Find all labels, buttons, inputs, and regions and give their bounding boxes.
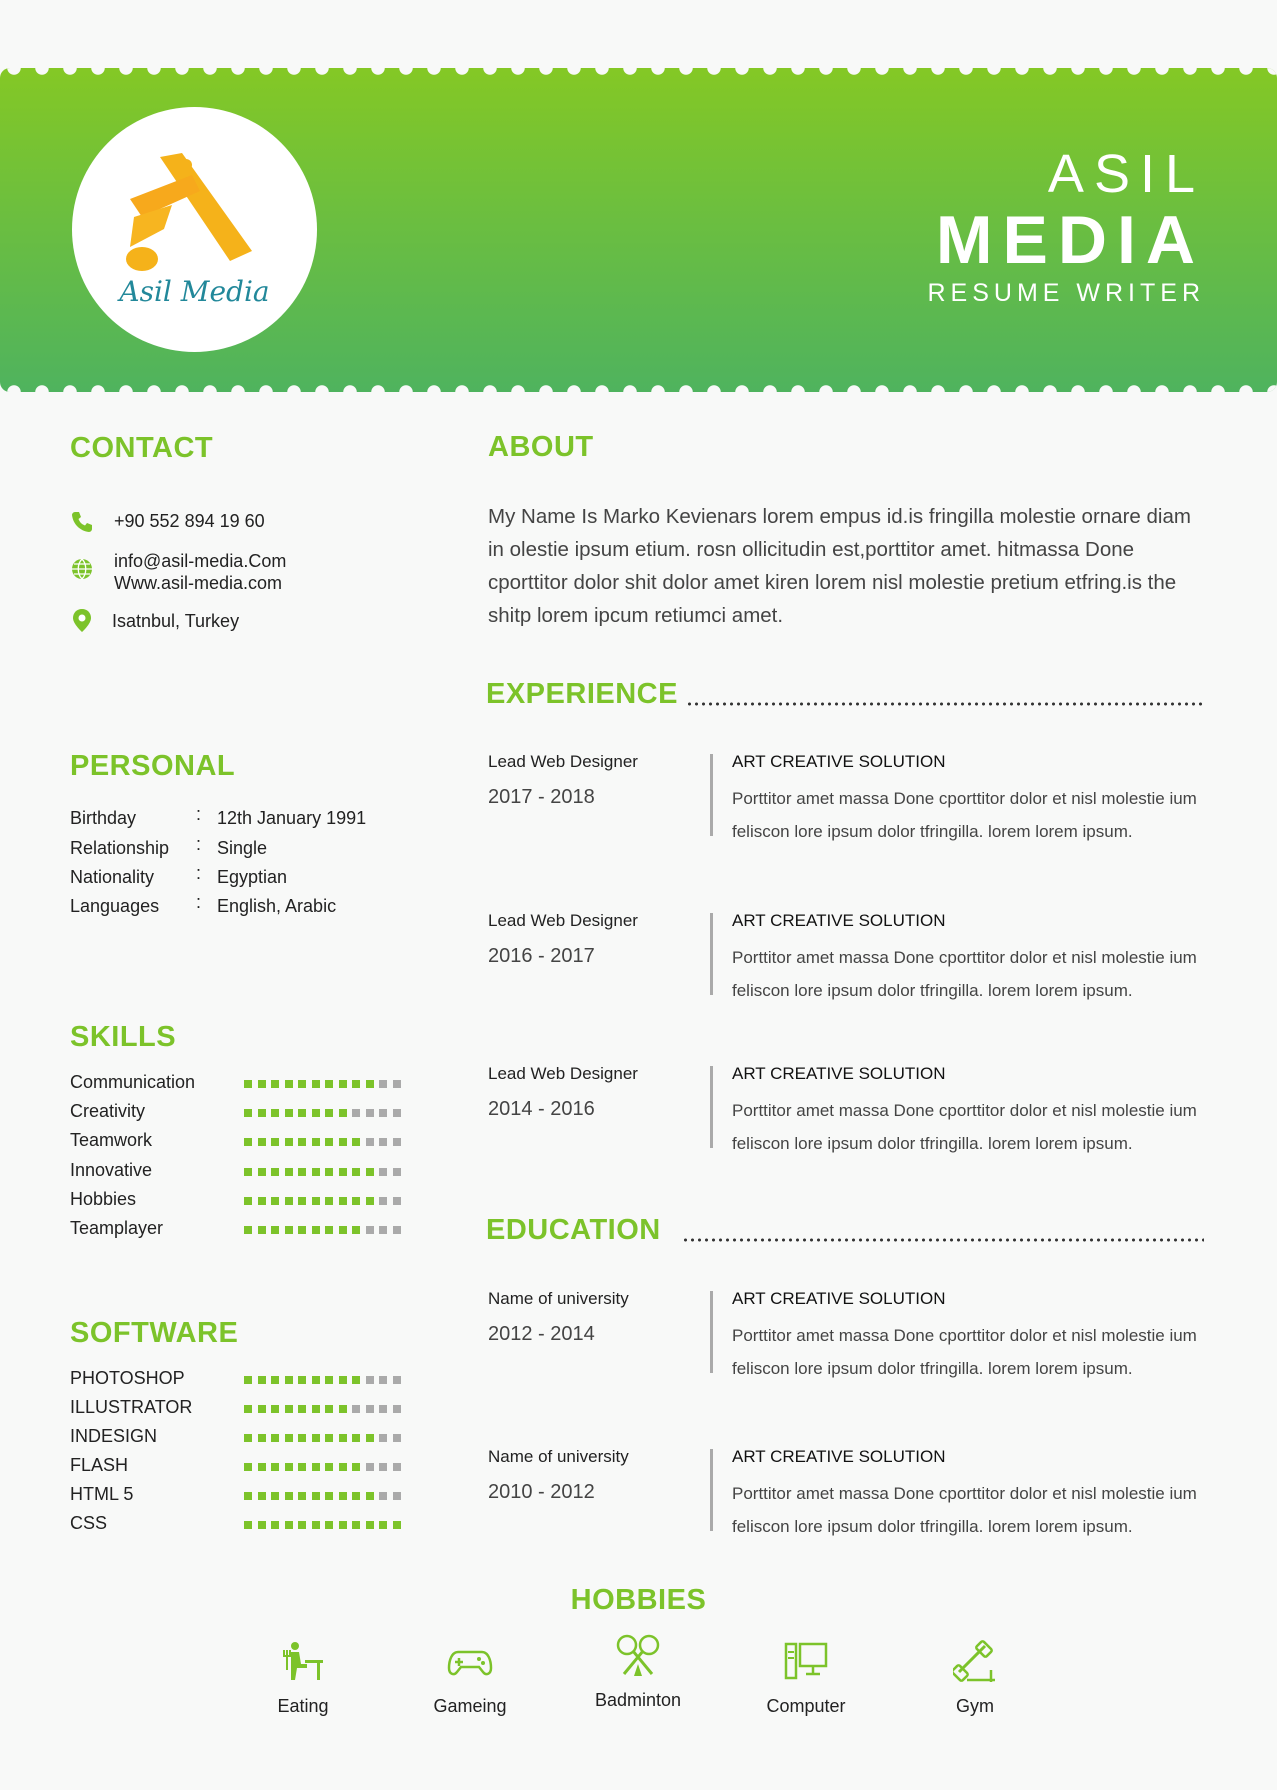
level-segment xyxy=(339,1226,347,1234)
software-level-bar xyxy=(244,1521,404,1529)
level-segment xyxy=(325,1463,333,1471)
level-segment xyxy=(258,1197,266,1205)
level-segment xyxy=(312,1376,320,1384)
personal-key: Relationship xyxy=(70,838,170,858)
level-segment xyxy=(379,1376,387,1384)
level-segment xyxy=(325,1376,333,1384)
personal-title: PERSONAL xyxy=(70,750,236,782)
level-segment xyxy=(298,1197,306,1205)
hobby-computer xyxy=(736,1640,876,1717)
level-segment xyxy=(366,1376,374,1384)
level-segment xyxy=(393,1080,401,1088)
level-segment xyxy=(352,1376,360,1384)
skills-label: Hobbies xyxy=(70,1188,137,1209)
personal-value: English, Arabic xyxy=(217,896,337,916)
software-row xyxy=(70,1368,410,1392)
logo-text: Asil Media xyxy=(119,275,270,308)
level-segment xyxy=(298,1521,306,1529)
level-segment xyxy=(258,1138,266,1146)
level-segment xyxy=(271,1521,279,1529)
logo-mark-icon xyxy=(120,147,270,277)
level-segment xyxy=(271,1138,279,1146)
level-segment xyxy=(325,1434,333,1442)
skills-level-bar xyxy=(244,1197,404,1205)
entry-years: 2010 - 2012 xyxy=(488,1481,595,1503)
level-segment xyxy=(258,1109,266,1117)
level-segment xyxy=(271,1226,279,1234)
entry-divider xyxy=(710,1066,713,1148)
level-segment xyxy=(298,1492,306,1500)
skills-level-bar xyxy=(244,1109,404,1117)
level-segment xyxy=(244,1197,252,1205)
education-title: EDUCATION xyxy=(486,1214,661,1246)
experience-divider xyxy=(686,702,1206,706)
header-notches-top xyxy=(0,68,1277,75)
personal-row-birthday xyxy=(70,804,410,836)
level-segment xyxy=(298,1109,306,1117)
level-segment xyxy=(285,1109,293,1117)
level-segment xyxy=(271,1080,279,1088)
level-segment xyxy=(366,1168,374,1176)
personal-row-relationship xyxy=(70,834,410,866)
level-segment xyxy=(393,1521,401,1529)
skills-label: Teamwork xyxy=(70,1130,153,1151)
skills-row xyxy=(70,1101,410,1125)
education-divider xyxy=(682,1238,1204,1242)
level-segment xyxy=(379,1109,387,1117)
software-row xyxy=(70,1484,410,1508)
level-segment xyxy=(258,1226,266,1234)
website-text: Www.asil-media.com xyxy=(114,573,283,593)
level-segment xyxy=(244,1492,252,1500)
entry-role: Name of university xyxy=(488,1289,629,1308)
level-segment xyxy=(366,1197,374,1205)
level-segment xyxy=(339,1405,347,1413)
personal-colon: : xyxy=(196,834,202,854)
level-segment xyxy=(258,1463,266,1471)
level-segment xyxy=(325,1080,333,1088)
level-segment xyxy=(258,1168,266,1176)
globe-icon xyxy=(70,557,94,581)
software-level-bar xyxy=(244,1492,404,1500)
level-segment xyxy=(285,1197,293,1205)
level-segment xyxy=(298,1226,306,1234)
level-segment xyxy=(271,1197,279,1205)
level-segment xyxy=(379,1080,387,1088)
skills-label: Creativity xyxy=(70,1101,146,1122)
level-segment xyxy=(325,1405,333,1413)
level-segment xyxy=(271,1376,279,1384)
entry-description: Porttitor amet massa Done cporttitor dolor et nisl molestie ium feliscon lore ipsum dolor tfringilla. lorem lorem ipsum. xyxy=(732,1326,1197,1378)
software-title: SOFTWARE xyxy=(70,1317,239,1349)
brand-title xyxy=(928,144,1206,310)
entry-years: 2016 - 2017 xyxy=(488,945,595,967)
header-notches-bottom xyxy=(0,385,1277,392)
level-segment xyxy=(298,1463,306,1471)
level-segment xyxy=(258,1521,266,1529)
brand-line-media: MEDIA xyxy=(935,202,1205,278)
level-segment xyxy=(379,1434,387,1442)
level-segment xyxy=(325,1197,333,1205)
location-pin-icon xyxy=(70,606,94,634)
dumbbell-icon xyxy=(953,1640,997,1684)
level-segment xyxy=(352,1168,360,1176)
level-segment xyxy=(366,1138,374,1146)
level-segment xyxy=(339,1463,347,1471)
contact-title: CONTACT xyxy=(70,432,214,464)
level-segment xyxy=(352,1463,360,1471)
level-segment xyxy=(379,1138,387,1146)
level-segment xyxy=(312,1138,320,1146)
skills-level-bar xyxy=(244,1226,404,1234)
level-segment xyxy=(339,1168,347,1176)
personal-key: Languages xyxy=(70,896,160,916)
entry-company: ART CREATIVE SOLUTION xyxy=(732,1064,946,1083)
hobby-label: Gym xyxy=(956,1696,994,1716)
level-segment xyxy=(325,1226,333,1234)
entry-divider xyxy=(710,913,713,995)
personal-colon: : xyxy=(196,863,202,883)
skills-row xyxy=(70,1160,410,1184)
experience-entry xyxy=(488,752,1208,862)
level-segment xyxy=(298,1168,306,1176)
hobby-eating xyxy=(233,1640,373,1717)
education-entry xyxy=(488,1447,1208,1557)
level-segment xyxy=(379,1521,387,1529)
level-segment xyxy=(312,1109,320,1117)
about-text: My Name Is Marko Kevienars lorem empus id.is fringilla molestie ornare diam in olestie ipsum etium. rosn ollicitudin est,porttitor amet. hitmassa Done cporttitor dolor shit dolor amet kiren lorem nisl molestie pretium etfring.is the shitp lorem ipcum retiumci amet. xyxy=(488,505,1191,627)
level-segment xyxy=(366,1080,374,1088)
entry-role: Lead Web Designer xyxy=(488,1064,638,1083)
level-segment xyxy=(379,1492,387,1500)
level-segment xyxy=(366,1521,374,1529)
hobbies-title: HOBBIES xyxy=(570,1584,707,1616)
hobby-label: Badminton xyxy=(594,1690,682,1710)
level-segment xyxy=(352,1405,360,1413)
level-segment xyxy=(393,1109,401,1117)
level-segment xyxy=(366,1109,374,1117)
level-segment xyxy=(258,1376,266,1384)
entry-role: Name of university xyxy=(488,1447,629,1466)
level-segment xyxy=(366,1226,374,1234)
level-segment xyxy=(244,1168,252,1176)
brand-subtitle: RESUME WRITER xyxy=(927,279,1205,307)
level-segment xyxy=(312,1226,320,1234)
software-label: INDESIGN xyxy=(70,1426,158,1446)
level-segment xyxy=(271,1492,279,1500)
level-segment xyxy=(339,1434,347,1442)
level-segment xyxy=(271,1405,279,1413)
level-segment xyxy=(285,1376,293,1384)
level-segment xyxy=(352,1080,360,1088)
level-segment xyxy=(285,1492,293,1500)
personal-row-languages xyxy=(70,892,410,924)
skills-label: Innovative xyxy=(70,1159,153,1180)
software-label: FLASH xyxy=(70,1455,129,1475)
level-segment xyxy=(285,1168,293,1176)
level-segment xyxy=(244,1226,252,1234)
skills-row xyxy=(70,1189,410,1213)
level-segment xyxy=(285,1521,293,1529)
software-row xyxy=(70,1455,410,1479)
software-level-bar xyxy=(244,1376,404,1384)
level-segment xyxy=(325,1138,333,1146)
eating-icon xyxy=(281,1640,325,1684)
skills-level-bar xyxy=(244,1168,404,1176)
level-segment xyxy=(271,1463,279,1471)
level-segment xyxy=(312,1434,320,1442)
entry-company: ART CREATIVE SOLUTION xyxy=(732,911,946,930)
level-segment xyxy=(258,1492,266,1500)
skills-label: Communication xyxy=(70,1072,196,1092)
level-segment xyxy=(258,1434,266,1442)
level-segment xyxy=(271,1109,279,1117)
skills-level-bar xyxy=(244,1138,404,1146)
level-segment xyxy=(325,1109,333,1117)
brand-line-asil: ASIL xyxy=(1047,144,1205,204)
entry-company: ART CREATIVE SOLUTION xyxy=(732,1447,946,1466)
level-segment xyxy=(285,1434,293,1442)
entry-divider xyxy=(710,1291,713,1373)
level-segment xyxy=(393,1405,401,1413)
hobby-gaming xyxy=(400,1640,540,1717)
level-segment xyxy=(244,1434,252,1442)
location-text: Isatnbul, Turkey xyxy=(112,611,240,631)
level-segment xyxy=(244,1405,252,1413)
skills-row xyxy=(70,1072,410,1096)
level-segment xyxy=(271,1434,279,1442)
software-level-bar xyxy=(244,1463,404,1471)
level-segment xyxy=(312,1168,320,1176)
computer-icon xyxy=(784,1640,828,1684)
level-segment xyxy=(325,1168,333,1176)
phone-icon xyxy=(70,510,94,534)
email-text: info@asil-media.Com xyxy=(114,551,287,571)
level-segment xyxy=(393,1138,401,1146)
entry-role: Lead Web Designer xyxy=(488,911,638,930)
level-segment xyxy=(244,1463,252,1471)
software-label: CSS xyxy=(70,1513,108,1533)
level-segment xyxy=(352,1138,360,1146)
level-segment xyxy=(298,1138,306,1146)
level-segment xyxy=(393,1434,401,1442)
level-segment xyxy=(393,1463,401,1471)
level-segment xyxy=(339,1492,347,1500)
entry-years: 2012 - 2014 xyxy=(488,1323,595,1345)
entry-divider xyxy=(710,754,713,836)
skills-title: SKILLS xyxy=(70,1021,177,1053)
software-label: HTML 5 xyxy=(70,1484,134,1504)
level-segment xyxy=(244,1138,252,1146)
phone-text: +90 552 894 19 60 xyxy=(114,511,265,531)
level-segment xyxy=(298,1080,306,1088)
level-segment xyxy=(352,1109,360,1117)
personal-row-nationality xyxy=(70,863,410,895)
personal-colon: : xyxy=(196,804,202,824)
education-entry xyxy=(488,1289,1208,1399)
level-segment xyxy=(379,1197,387,1205)
level-segment xyxy=(244,1521,252,1529)
badminton-icon xyxy=(616,1634,660,1678)
level-segment xyxy=(393,1376,401,1384)
level-segment xyxy=(312,1521,320,1529)
level-segment xyxy=(393,1492,401,1500)
personal-key: Birthday xyxy=(70,808,137,828)
level-segment xyxy=(379,1168,387,1176)
level-segment xyxy=(285,1226,293,1234)
level-segment xyxy=(285,1463,293,1471)
software-level-bar xyxy=(244,1434,404,1442)
level-segment xyxy=(312,1492,320,1500)
level-segment xyxy=(339,1138,347,1146)
level-segment xyxy=(285,1138,293,1146)
entry-role: Lead Web Designer xyxy=(488,752,638,771)
level-segment xyxy=(352,1197,360,1205)
experience-entry xyxy=(488,1064,1208,1174)
logo xyxy=(72,107,317,352)
level-segment xyxy=(366,1492,374,1500)
hobby-badminton xyxy=(568,1634,708,1711)
level-segment xyxy=(339,1109,347,1117)
hobby-gym xyxy=(905,1640,1045,1717)
entry-years: 2017 - 2018 xyxy=(488,786,595,808)
level-segment xyxy=(244,1109,252,1117)
skills-row xyxy=(70,1130,410,1154)
level-segment xyxy=(298,1405,306,1413)
personal-value: Egyptian xyxy=(217,867,288,887)
level-segment xyxy=(271,1168,279,1176)
software-label: ILLUSTRATOR xyxy=(70,1397,193,1417)
level-segment xyxy=(312,1405,320,1413)
level-segment xyxy=(298,1376,306,1384)
personal-value: 12th January 1991 xyxy=(217,808,367,828)
entry-company: ART CREATIVE SOLUTION xyxy=(732,752,946,771)
level-segment xyxy=(393,1197,401,1205)
entry-description: Porttitor amet massa Done cporttitor dolor et nisl molestie ium feliscon lore ipsum dolor tfringilla. lorem lorem ipsum. xyxy=(732,1101,1197,1153)
gamepad-icon xyxy=(443,1640,497,1684)
hobby-label: Gameing xyxy=(433,1696,507,1716)
level-segment xyxy=(312,1197,320,1205)
skills-level-bar xyxy=(244,1080,404,1088)
software-label: PHOTOSHOP xyxy=(70,1368,185,1388)
level-segment xyxy=(298,1434,306,1442)
skills-label: Teamplayer xyxy=(70,1218,164,1238)
level-segment xyxy=(352,1434,360,1442)
level-segment xyxy=(352,1521,360,1529)
level-segment xyxy=(379,1226,387,1234)
software-level-bar xyxy=(244,1405,404,1413)
level-segment xyxy=(393,1168,401,1176)
hobby-label: Computer xyxy=(766,1696,846,1716)
level-segment xyxy=(339,1080,347,1088)
entry-description: Porttitor amet massa Done cporttitor dolor et nisl molestie ium feliscon lore ipsum dolor tfringilla. lorem lorem ipsum. xyxy=(732,1484,1197,1536)
level-segment xyxy=(366,1434,374,1442)
level-segment xyxy=(366,1463,374,1471)
level-segment xyxy=(312,1463,320,1471)
entry-divider xyxy=(710,1449,713,1531)
software-row xyxy=(70,1426,410,1450)
experience-title: EXPERIENCE xyxy=(486,678,678,710)
experience-entry xyxy=(488,911,1208,1021)
entry-years: 2014 - 2016 xyxy=(488,1098,595,1120)
hobby-label: Eating xyxy=(277,1696,329,1716)
level-segment xyxy=(258,1080,266,1088)
level-segment xyxy=(285,1405,293,1413)
level-segment xyxy=(339,1376,347,1384)
personal-key: Nationality xyxy=(70,867,155,887)
software-row xyxy=(70,1513,410,1537)
level-segment xyxy=(352,1226,360,1234)
entry-description: Porttitor amet massa Done cporttitor dolor et nisl molestie ium feliscon lore ipsum dolor tfringilla. lorem lorem ipsum. xyxy=(732,789,1197,841)
level-segment xyxy=(339,1197,347,1205)
level-segment xyxy=(366,1405,374,1413)
software-row xyxy=(70,1397,410,1421)
level-segment xyxy=(312,1080,320,1088)
level-segment xyxy=(244,1376,252,1384)
level-segment xyxy=(379,1463,387,1471)
personal-value: Single xyxy=(217,838,268,858)
level-segment xyxy=(244,1080,252,1088)
level-segment xyxy=(393,1226,401,1234)
level-segment xyxy=(339,1521,347,1529)
skills-row xyxy=(70,1218,410,1242)
level-segment xyxy=(325,1492,333,1500)
about-title: ABOUT xyxy=(488,431,594,463)
entry-company: ART CREATIVE SOLUTION xyxy=(732,1289,946,1308)
entry-description: Porttitor amet massa Done cporttitor dolor et nisl molestie ium feliscon lore ipsum dolor tfringilla. lorem lorem ipsum. xyxy=(732,948,1197,1000)
level-segment xyxy=(352,1492,360,1500)
level-segment xyxy=(325,1521,333,1529)
level-segment xyxy=(379,1405,387,1413)
personal-colon: : xyxy=(196,892,202,912)
level-segment xyxy=(258,1405,266,1413)
level-segment xyxy=(285,1080,293,1088)
